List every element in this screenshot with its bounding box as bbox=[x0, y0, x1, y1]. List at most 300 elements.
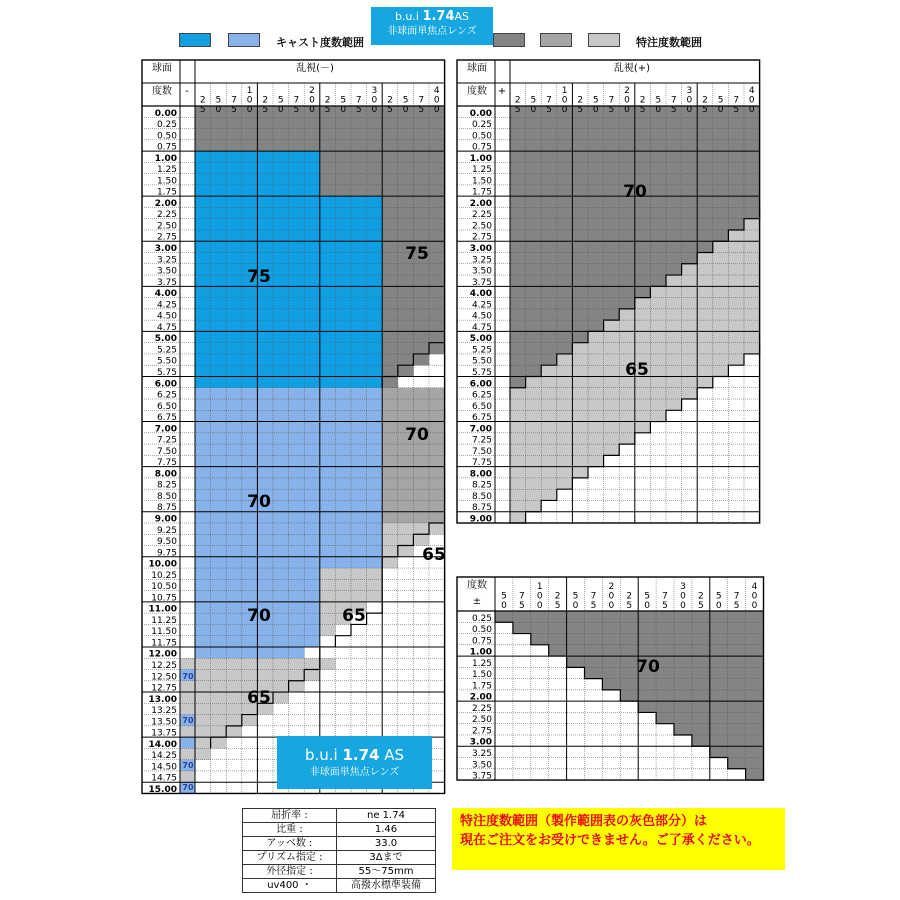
minus-grid-cell bbox=[273, 546, 289, 558]
plus-grid-cell bbox=[682, 331, 698, 343]
plus-grid-cell bbox=[713, 343, 729, 355]
minus-grid-cell bbox=[351, 557, 367, 569]
plus-grid-cell bbox=[572, 467, 588, 479]
minus-grid-cell bbox=[320, 365, 336, 377]
minus-grid-cell bbox=[367, 219, 383, 231]
pm-grid-row-label: 0.50 bbox=[471, 625, 492, 636]
minus-grid-cell bbox=[304, 399, 320, 411]
plus-grid-cell bbox=[713, 162, 729, 174]
minus-small-label-3: 70 bbox=[182, 761, 194, 770]
minus-grid-cell bbox=[398, 523, 414, 535]
pm-grid-cell bbox=[746, 712, 764, 724]
minus-grid-cell bbox=[335, 219, 351, 231]
minus-grid-cell bbox=[257, 399, 273, 411]
minus-grid-cell bbox=[226, 207, 242, 219]
minus-grid-cell bbox=[211, 467, 227, 479]
minus-grid-cell bbox=[320, 151, 336, 163]
plus-grid-cell bbox=[526, 455, 542, 467]
plus-grid-cell bbox=[728, 331, 744, 343]
plus-grid-cell bbox=[557, 354, 573, 366]
minus-grid-cell bbox=[257, 444, 273, 456]
minus-grid-cell bbox=[382, 275, 398, 287]
plus-grid-cell bbox=[557, 219, 573, 231]
minus-grid-cell bbox=[257, 512, 273, 524]
plus-grid-col-digit: 3 bbox=[686, 86, 693, 96]
plus-grid-row-label: 9.00 bbox=[469, 514, 492, 525]
plus-grid-cell bbox=[557, 298, 573, 310]
minus-grid-cell bbox=[289, 174, 305, 186]
minus-grid-cell bbox=[226, 670, 242, 682]
minus-grid-cell bbox=[195, 376, 211, 388]
minus-grid-cell bbox=[226, 264, 242, 276]
minus-grid-cell bbox=[226, 647, 242, 659]
plus-grid-cell bbox=[588, 376, 604, 388]
plus-grid-cell bbox=[682, 140, 698, 152]
pm-grid-cell bbox=[620, 690, 638, 702]
brand-suffix-bottom: AS bbox=[384, 746, 405, 764]
plus-grid-cell bbox=[697, 331, 713, 343]
minus-grid-cell bbox=[351, 467, 367, 479]
spec-key: 比重 : bbox=[243, 823, 337, 837]
plus-grid-cell bbox=[650, 286, 666, 298]
plus-grid-cell bbox=[510, 343, 526, 355]
minus-grid-cell bbox=[242, 365, 258, 377]
plus-grid-cell bbox=[541, 444, 557, 456]
pm-grid-cell bbox=[710, 712, 728, 724]
minus-grid-cell bbox=[320, 399, 336, 411]
pm-grid-row-label: 1.25 bbox=[471, 658, 492, 669]
pm-grid-cell bbox=[513, 622, 531, 634]
plus-grid-cell bbox=[526, 320, 542, 332]
minus-grid-cell bbox=[367, 455, 383, 467]
minus-grid-cell bbox=[429, 174, 445, 186]
minus-grid-col-digit: 0 bbox=[371, 95, 378, 106]
plus-grid-cell bbox=[572, 365, 588, 377]
minus-grid-cell bbox=[429, 275, 445, 287]
plus-grid-cell bbox=[541, 331, 557, 343]
minus-grid-cell bbox=[195, 331, 211, 343]
plus-grid-cell bbox=[666, 286, 682, 298]
minus-grid-col-digit: 5 bbox=[324, 105, 331, 115]
minus-grid-cell bbox=[382, 546, 398, 558]
minus-grid-cell bbox=[211, 241, 227, 253]
plus-grid-cell bbox=[588, 162, 604, 174]
plus-grid-cell bbox=[510, 309, 526, 321]
plus-grid-cell bbox=[744, 241, 760, 253]
minus-grid-cell bbox=[226, 140, 242, 152]
spec-key: uv400 ・ bbox=[243, 879, 337, 893]
minus-grid-cell bbox=[367, 388, 383, 400]
minus-grid-row-label: 9.25 bbox=[156, 525, 177, 536]
minus-grid-cell bbox=[320, 275, 336, 287]
minus-grid-col-digit: 1 bbox=[246, 86, 253, 96]
minus-grid-cell bbox=[335, 185, 351, 197]
plus-grid-cell bbox=[744, 331, 760, 343]
minus-grid-cell bbox=[320, 602, 336, 614]
pm-grid-col-digit: 7 bbox=[662, 591, 668, 602]
plus-grid-cell bbox=[541, 410, 557, 422]
minus-grid-cell bbox=[413, 444, 429, 456]
minus-grid-cell bbox=[195, 534, 211, 546]
plus-grid-cell bbox=[728, 354, 744, 366]
minus-grid-cell bbox=[382, 399, 398, 411]
pm-grid-cell bbox=[567, 622, 585, 634]
plus-grid-cell bbox=[713, 117, 729, 129]
pm-grid-cell bbox=[710, 645, 728, 657]
minus-grid-cell bbox=[211, 174, 227, 186]
minus-grid-cell bbox=[211, 185, 227, 197]
minus-grid-cell bbox=[226, 162, 242, 174]
minus-grid-cell bbox=[289, 207, 305, 219]
minus-grid-cell bbox=[335, 343, 351, 355]
pm-grid-cell bbox=[674, 690, 692, 702]
pm-grid-col-digit: 0 bbox=[680, 591, 686, 602]
plus-grid-cell bbox=[666, 320, 682, 332]
plus-grid-cell bbox=[572, 388, 588, 400]
plus-grid-cell bbox=[557, 253, 573, 265]
minus-grid-cell bbox=[320, 196, 336, 208]
minus-grid-cell bbox=[382, 253, 398, 265]
plus-grid-cell bbox=[728, 286, 744, 298]
minus-grid-cell bbox=[242, 162, 258, 174]
minus-grid-cell bbox=[289, 241, 305, 253]
minus-grid-cell bbox=[289, 579, 305, 591]
minus-grid-cell bbox=[382, 433, 398, 445]
minus-grid-cell bbox=[320, 624, 336, 636]
pm-grid-col-digit: 7 bbox=[733, 591, 740, 602]
plus-grid-cell bbox=[588, 422, 604, 434]
minus-grid-cell bbox=[273, 568, 289, 580]
plus-grid-cell bbox=[557, 478, 573, 490]
minus-grid-cell bbox=[226, 376, 242, 388]
minus-grid-cell bbox=[273, 241, 289, 253]
minus-grid-cell bbox=[429, 230, 445, 242]
plus-grid-cell bbox=[697, 365, 713, 377]
notice-line-2: 現在ご注文をお受けできません。ご了承ください。 bbox=[460, 833, 760, 848]
plus-grid-cell bbox=[510, 196, 526, 208]
plus-grid-row-label: 8.00 bbox=[469, 469, 492, 480]
minus-grid-cell bbox=[195, 636, 211, 648]
plus-grid-cell bbox=[588, 253, 604, 265]
minus-grid-row-label: 3.50 bbox=[156, 266, 177, 277]
minus-grid-cell bbox=[335, 422, 351, 434]
minus-grid-cell bbox=[351, 309, 367, 321]
pm-grid-col-digit: 5 bbox=[518, 601, 525, 611]
minus-grid-cell bbox=[320, 410, 336, 422]
minus-grid-cell bbox=[335, 174, 351, 186]
minus-grid-cell bbox=[398, 207, 414, 219]
minus-grid-row-label: 9.75 bbox=[156, 548, 177, 559]
plus-grid-cell bbox=[713, 331, 729, 343]
minus-grid-cell bbox=[335, 365, 351, 377]
minus-grid-cell bbox=[304, 658, 320, 670]
plus-grid-cell bbox=[604, 298, 620, 310]
plus-grid-row-label: 4.00 bbox=[469, 289, 492, 300]
minus-grid-row-label: 6.25 bbox=[156, 390, 177, 401]
plus-grid-cell bbox=[682, 320, 698, 332]
plus-grid-cell bbox=[666, 151, 682, 163]
pm-grid-cell bbox=[746, 690, 764, 702]
minus-grid-cell bbox=[242, 320, 258, 332]
minus-grid-cell bbox=[351, 286, 367, 298]
plus-grid-cell bbox=[666, 207, 682, 219]
minus-grid-cell bbox=[398, 196, 414, 208]
pm-grid-cell bbox=[746, 611, 764, 623]
plus-grid-cell bbox=[541, 241, 557, 253]
minus-grid-cell bbox=[273, 230, 289, 242]
minus-grid-cell bbox=[242, 331, 258, 343]
plus-grid-cell bbox=[728, 117, 744, 129]
pm-grid-cell bbox=[531, 634, 549, 646]
minus-grid-cell bbox=[304, 343, 320, 355]
minus-grid-row-label: 13.50 bbox=[151, 717, 177, 728]
plus-grid-cell bbox=[728, 275, 744, 287]
minus-grid-row-label: 14.75 bbox=[151, 773, 177, 784]
minus-grid-cell bbox=[226, 636, 242, 648]
pm-grid-cell bbox=[602, 622, 620, 634]
plus-grid-cell bbox=[744, 286, 760, 298]
minus-grid-cell bbox=[320, 129, 336, 141]
plus-grid-col-digit: 0 bbox=[717, 105, 724, 115]
minus-grid-cell bbox=[195, 196, 211, 208]
minus-grid-cell bbox=[351, 523, 367, 535]
minus-grid-cell bbox=[289, 410, 305, 422]
plus-grid-col-digit: 0 bbox=[686, 95, 693, 106]
plus-grid-cell bbox=[526, 185, 542, 197]
minus-grid-cell bbox=[335, 399, 351, 411]
minus-grid-cell bbox=[367, 557, 383, 569]
plus-grid-cell bbox=[682, 196, 698, 208]
minus-grid-cell bbox=[242, 591, 258, 603]
plus-grid-cell bbox=[697, 309, 713, 321]
minus-grid-cell bbox=[351, 399, 367, 411]
pm-grid-col-digit: 7 bbox=[590, 591, 597, 602]
minus-grid-cell bbox=[195, 129, 211, 141]
minus-grid-cell bbox=[351, 354, 367, 366]
minus-grid-cell bbox=[382, 455, 398, 467]
minus-grid-cell bbox=[195, 715, 211, 727]
minus-grid-row-label: 2.50 bbox=[156, 221, 177, 232]
minus-small-label-1: 70 bbox=[182, 672, 194, 681]
pm-grid-cell bbox=[746, 634, 764, 646]
plus-grid-cell bbox=[682, 230, 698, 242]
plus-grid-row-label: 5.75 bbox=[471, 367, 492, 378]
minus-grid-cell bbox=[382, 410, 398, 422]
plus-grid-cell bbox=[713, 140, 729, 152]
minus-grid-cell bbox=[320, 331, 336, 343]
plus-grid-cell bbox=[541, 117, 557, 129]
minus-grid-row-label: 13.75 bbox=[151, 728, 177, 739]
minus-grid-cell bbox=[273, 275, 289, 287]
minus-grid-cell bbox=[289, 399, 305, 411]
plus-grid-cell bbox=[572, 129, 588, 141]
minus-grid-cell bbox=[335, 410, 351, 422]
minus-grid-row-label: 12.00 bbox=[148, 649, 177, 660]
minus-grid-cell bbox=[273, 207, 289, 219]
minus-grid-cell bbox=[320, 613, 336, 625]
plus-grid-cell bbox=[650, 343, 666, 355]
spec-key: アッベ数 : bbox=[243, 837, 337, 851]
minus-grid-cell bbox=[242, 455, 258, 467]
minus-grid-row-label: 8.75 bbox=[156, 503, 177, 514]
plus-grid-cell bbox=[604, 343, 620, 355]
minus-grid-cell bbox=[429, 129, 445, 141]
minus-grid-cell bbox=[211, 140, 227, 152]
minus-grid-cell bbox=[304, 444, 320, 456]
plus-grid-cell bbox=[541, 196, 557, 208]
minus-grid-cell bbox=[382, 151, 398, 163]
minus-grid-cell bbox=[226, 219, 242, 231]
plus-grid-cell bbox=[666, 264, 682, 276]
plus-grid-col-digit: 5 bbox=[546, 105, 552, 115]
minus-grid-cell bbox=[398, 388, 414, 400]
minus-grid-cell bbox=[211, 692, 227, 704]
plus-grid-row-label: 0.00 bbox=[469, 108, 492, 119]
pm-grid-cell bbox=[567, 645, 585, 657]
plus-grid-cell bbox=[650, 354, 666, 366]
minus-grid-col-digit: 0 bbox=[433, 105, 440, 115]
minus-grid-row-label: 2.25 bbox=[156, 210, 177, 221]
minus-grid-cell bbox=[211, 151, 227, 163]
plus-grid-col-digit: 0 bbox=[624, 105, 630, 115]
minus-grid-cell bbox=[211, 715, 227, 727]
minus-grid-cell bbox=[335, 331, 351, 343]
minus-grid-cell bbox=[367, 546, 383, 558]
spec-value: 55～75mm bbox=[336, 865, 435, 879]
minus-grid-cell bbox=[273, 140, 289, 152]
minus-grid-row-label: 0.75 bbox=[156, 142, 177, 153]
minus-grid-cell bbox=[304, 207, 320, 219]
minus-grid-cell bbox=[211, 546, 227, 558]
minus-grid-cell bbox=[398, 185, 414, 197]
minus-grid-cell bbox=[242, 354, 258, 366]
minus-grid-row-label: 12.50 bbox=[151, 672, 177, 683]
minus-grid-sign-cell bbox=[180, 771, 195, 783]
plus-grid-cell bbox=[541, 129, 557, 141]
minus-grid-cell bbox=[398, 467, 414, 479]
minus-grid-cell bbox=[273, 376, 289, 388]
minus-grid-cell bbox=[351, 185, 367, 197]
minus-grid-cell bbox=[413, 388, 429, 400]
minus-grid-cell bbox=[273, 331, 289, 343]
plus-grid-cell bbox=[728, 151, 744, 163]
minus-grid-cell bbox=[382, 298, 398, 310]
minus-grid-cell bbox=[257, 624, 273, 636]
plus-grid-cell bbox=[650, 275, 666, 287]
pm-grid-cell bbox=[513, 611, 531, 623]
minus-grid-cell bbox=[226, 298, 242, 310]
minus-grid-cell bbox=[351, 320, 367, 332]
minus-region-label-5: 65 bbox=[422, 545, 446, 565]
minus-grid-cell bbox=[195, 433, 211, 445]
plus-grid-cell bbox=[666, 140, 682, 152]
plus-grid-cell bbox=[697, 320, 713, 332]
minus-grid-cell bbox=[351, 343, 367, 355]
minus-grid-cell bbox=[304, 117, 320, 129]
plus-grid-cell bbox=[666, 354, 682, 366]
minus-grid-cell bbox=[304, 264, 320, 276]
minus-grid-cell bbox=[226, 692, 242, 704]
minus-grid-cell bbox=[242, 230, 258, 242]
plus-grid-row-label: 4.25 bbox=[471, 300, 492, 311]
plus-grid-cell bbox=[526, 365, 542, 377]
minus-grid-row-label: 10.50 bbox=[151, 582, 177, 593]
minus-grid-cell bbox=[211, 320, 227, 332]
plus-grid-cell bbox=[619, 162, 635, 174]
plus-grid-cell bbox=[666, 185, 682, 197]
plus-grid-cell bbox=[744, 185, 760, 197]
minus-grid-cell bbox=[320, 523, 336, 535]
plus-grid-cell bbox=[604, 365, 620, 377]
pm-grid-col-digit: 2 bbox=[608, 582, 615, 592]
pm-grid-col-digit: 7 bbox=[518, 591, 525, 602]
minus-grid-cell bbox=[304, 568, 320, 580]
plus-grid-cell bbox=[682, 298, 698, 310]
minus-grid-cell bbox=[382, 129, 398, 141]
plus-grid-cell bbox=[666, 196, 682, 208]
plus-grid-cell bbox=[619, 275, 635, 287]
pm-grid-cell bbox=[620, 634, 638, 646]
minus-grid-cell bbox=[273, 602, 289, 614]
minus-grid-cell bbox=[273, 444, 289, 456]
plus-grid-cell bbox=[572, 343, 588, 355]
plus-grid-cell bbox=[526, 354, 542, 366]
plus-grid-cell bbox=[588, 388, 604, 400]
minus-header-cyl: 乱視(－) bbox=[296, 63, 334, 74]
pm-grid-row-label: 1.00 bbox=[469, 647, 492, 658]
plus-grid-cell bbox=[541, 489, 557, 501]
minus-grid-cell bbox=[211, 534, 227, 546]
minus-grid-row-label: 1.25 bbox=[156, 165, 177, 176]
minus-grid-cell bbox=[242, 207, 258, 219]
plus-grid-cell bbox=[557, 230, 573, 242]
minus-grid-cell bbox=[304, 478, 320, 490]
minus-grid-cell bbox=[273, 320, 289, 332]
minus-grid-cell bbox=[413, 140, 429, 152]
plus-grid-cell bbox=[557, 140, 573, 152]
minus-grid-cell bbox=[226, 365, 242, 377]
minus-grid-cell bbox=[351, 489, 367, 501]
minus-grid-cell bbox=[429, 489, 445, 501]
minus-grid-cell bbox=[273, 264, 289, 276]
minus-grid-cell bbox=[273, 309, 289, 321]
minus-grid-cell bbox=[211, 298, 227, 310]
minus-grid-cell bbox=[320, 444, 336, 456]
minus-grid-col-digit: 3 bbox=[371, 86, 378, 96]
plus-header-sign: + bbox=[497, 86, 507, 97]
plus-grid-cell bbox=[541, 365, 557, 377]
plus-grid-col-digit: 0 bbox=[748, 95, 755, 106]
plus-grid-cell bbox=[541, 286, 557, 298]
minus-grid-cell bbox=[304, 376, 320, 388]
pm-region-label-1: 70 bbox=[636, 657, 660, 677]
minus-grid-cell bbox=[320, 264, 336, 276]
plus-grid-cell bbox=[697, 376, 713, 388]
minus-grid-cell bbox=[429, 140, 445, 152]
minus-grid-cell bbox=[398, 264, 414, 276]
plus-grid-cell bbox=[510, 298, 526, 310]
plus-grid-cell bbox=[588, 151, 604, 163]
minus-grid-cell bbox=[429, 500, 445, 512]
plus-grid-cell bbox=[728, 162, 744, 174]
minus-region-label-4: 70 bbox=[247, 492, 271, 512]
minus-grid-cell bbox=[304, 331, 320, 343]
minus-grid-cell bbox=[367, 579, 383, 591]
minus-grid-cell bbox=[351, 568, 367, 580]
minus-grid-cell bbox=[257, 207, 273, 219]
minus-grid-cell bbox=[211, 737, 227, 749]
plus-grid-cell bbox=[572, 455, 588, 467]
